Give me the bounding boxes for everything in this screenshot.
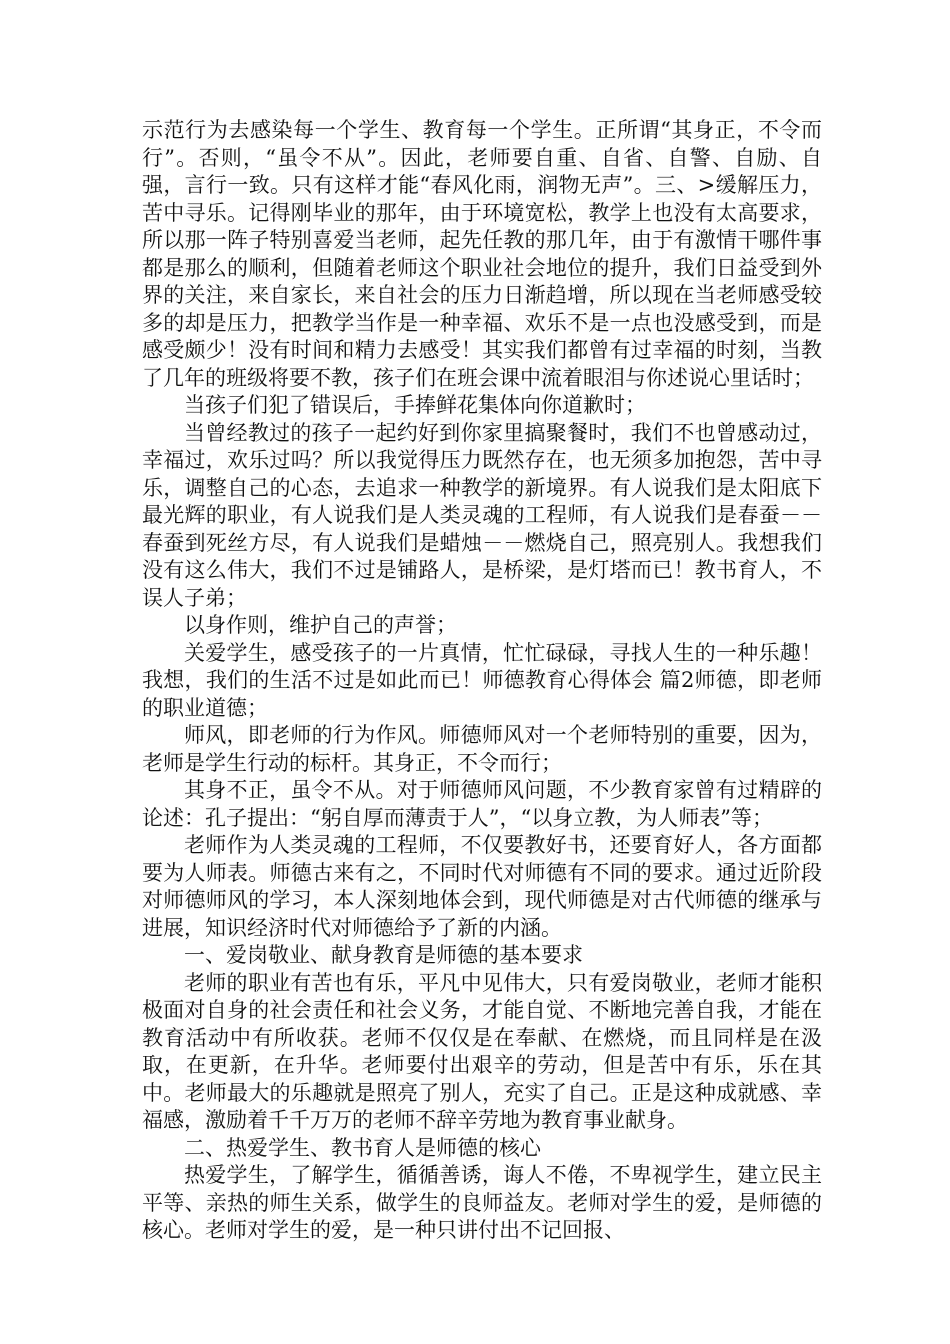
paragraph: 关爱学生，感受孩子的一片真情，忙忙碌碌，寻找人生的一种乐趣！我想，我们的生活不过是如此而已！师德教育心得体会 篇2师德，即老师的职业道德；: [142, 640, 822, 720]
paragraph: 热爱学生，了解学生，循循善诱，诲人不倦，不卑视学生，建立民主平等、亲热的师生关系，做学生的良师益友。老师对学生的爱，是师德的核心。老师对学生的爱，是一种只讲付出不记回报、: [142, 1163, 822, 1242]
paragraph: 以身作则，维护自己的声誉；: [184, 613, 457, 637]
paragraph: 当曾经教过的孩子一起约好到你家里搞聚餐时，我们不也曾感动过，幸福过，欢乐过吗？所以我觉得压力既然存在，也无须多加抱怨，苦中寻乐，调整自己的心态，去追求一种教学的新境界。有人说我们是太阳底下最光辉的职业，有人说我们是人类灵魂的工程师，有人说我们是春蚕－－春蚕到死丝方尽，有人说我们是蜡烛－－燃烧自己，照亮别人。我想我们没有这么伟大，我们不过是铺路人，是桥梁，是灯塔而已！教书育人，不误人子弟；: [142, 420, 822, 610]
paragraph: 其身不正，虽令不从。对于师德师风问题，不少教育家曾有过精辟的论述：孔子提出：“躬自厚而薄责于人”，“以身立教，为人师表”等；: [142, 778, 822, 830]
section-heading: 一、爱岗敬业、献身教育是师德的基本要求: [184, 943, 583, 967]
section-heading: 二、热爱学生、教书育人是师德的核心: [184, 1135, 541, 1160]
paragraph: 示范行为去感染每一个学生、教育每一个学生。正所谓“其身正，不令而行”。否则，“虽令不从”。因此，老师要自重、自省、自警、自励、自强，言行一致。只有这样才能“春风化雨，润物无声”。三、>缓解压力，苦中寻乐。记得刚毕业的那年，由于环境宽松，教学上也没有太高要求，所以那一阵子特别喜爱当老师，起先任教的那几年，由于有激情干哪件事都是那么的顺利，但随着老师这个职业社会地位的提升，我们日益受到外界的关注，来自家长，来自社会的压力日渐趋增，所以现在当老师感受较多的却是压力，把教学当作是一种幸福、欢乐不是一点也没感受到，而是感受颇少！没有时间和精力去感受！其实我们都曾有过幸福的时刻，当教了几年的班级将要不教，孩子们在班会课中流着眼泪与你述说心里话时；: [142, 118, 822, 390]
document-page: [142, 117, 822, 1245]
paragraph: 师风，即老师的行为作风。师德师风对一个老师特别的重要，因为，老师是学生行动的标杆。其身正，不令而行；: [142, 723, 822, 775]
paragraph: 老师作为人类灵魂的工程师，不仅要教好书，还要育好人，各方面都要为人师表。师德古来有之，不同时代对师德有不同的要求。通过近阶段对师德师风的学习，本人深刻地体会到，现代师德是对古代师德的继承与进展，知识经济时代对师德给予了新的内涵。: [142, 833, 822, 940]
paragraph: 老师的职业有苦也有乐，平凡中见伟大，只有爱岗敬业，老师才能积极面对自身的社会责任和社会义务，才能自觉、不断地完善自我，才能在教育活动中有所收获。老师不仅仅是在奉献、在燃烧，而且同样是在汲取，在更新，在升华。老师要付出艰辛的劳动，但是苦中有乐，乐在其中。老师最大的乐趣就是照亮了别人，充实了自己。正是这种成就感、幸福感，激励着千千万万的老师不辞辛劳地为教育事业献身。: [142, 970, 822, 1132]
paragraph: 当孩子们犯了错误后，手捧鲜花集体向你道歉时；: [184, 393, 646, 417]
